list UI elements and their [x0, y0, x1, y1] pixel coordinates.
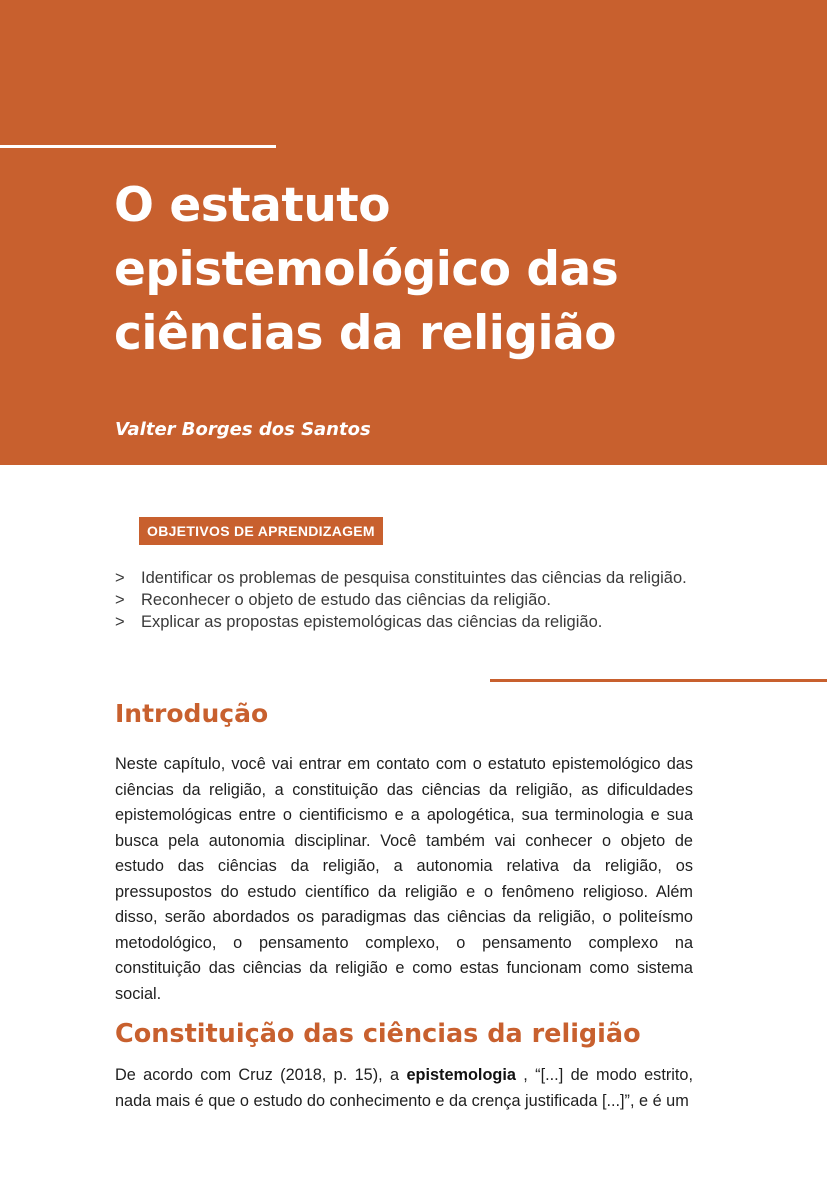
header-divider	[0, 145, 276, 148]
chapter-title	[114, 174, 794, 366]
chapter-title-line: epistemológico das	[114, 242, 619, 297]
paragraph-text: , “[...] de modo estrito, nada mais é que o estudo do conhecimento e da crença justificada [...]”, e é um	[115, 1066, 693, 1110]
objective-text: Explicar as propostas epistemológicas das ciências da religião.	[141, 613, 603, 631]
chapter-title-line: ciências da religião	[114, 306, 617, 361]
objective-item	[115, 589, 765, 611]
objective-text: Identificar os problemas de pesquisa constituintes das ciências da religião.	[141, 569, 687, 587]
section-divider	[490, 679, 827, 682]
chevron-right-icon: >	[115, 613, 125, 631]
chevron-right-icon: >	[115, 591, 125, 609]
paragraph-text: De acordo com Cruz (2018, p. 15), a	[115, 1066, 407, 1084]
objective-item	[115, 567, 765, 589]
objective-item	[115, 611, 765, 633]
section-heading-constitution: Constituição das ciências da religião	[115, 1019, 641, 1049]
chapter-title-line: O estatuto	[114, 178, 391, 233]
section-heading-introduction: Introdução	[115, 699, 269, 728]
key-term-epistemologia: epistemologia	[406, 1066, 516, 1084]
learning-objectives-badge: OBJETIVOS DE APRENDIZAGEM	[139, 517, 383, 545]
chapter-author: Valter Borges dos Santos	[115, 419, 371, 440]
constitution-paragraph	[115, 1063, 693, 1114]
objective-text: Reconhecer o objeto de estudo das ciências da religião.	[141, 591, 552, 609]
chevron-right-icon: >	[115, 569, 125, 587]
introduction-paragraph: Neste capítulo, você vai entrar em contato com o estatuto epistemológico das ciências da religião, a constituição das ciências da religião, as dificuldades epistemológicas entre o cientificismo e a apologética, sua terminologia e sua busca pela autonomia disciplinar. Você também vai conhecer o objeto de estudo das ciências da religião, a autonomia relativa da religião, os pressupostos do estudo científico da religião e o fenômeno religioso. Além disso, serão abordados os paradigmas das ciências da religião, o politeísmo metodológico, o pensamento complexo, o pensamento complexo na constituição das ciências da religião e como estas funcionam como sistema social.	[115, 755, 693, 1003]
learning-objectives-list	[115, 567, 765, 633]
